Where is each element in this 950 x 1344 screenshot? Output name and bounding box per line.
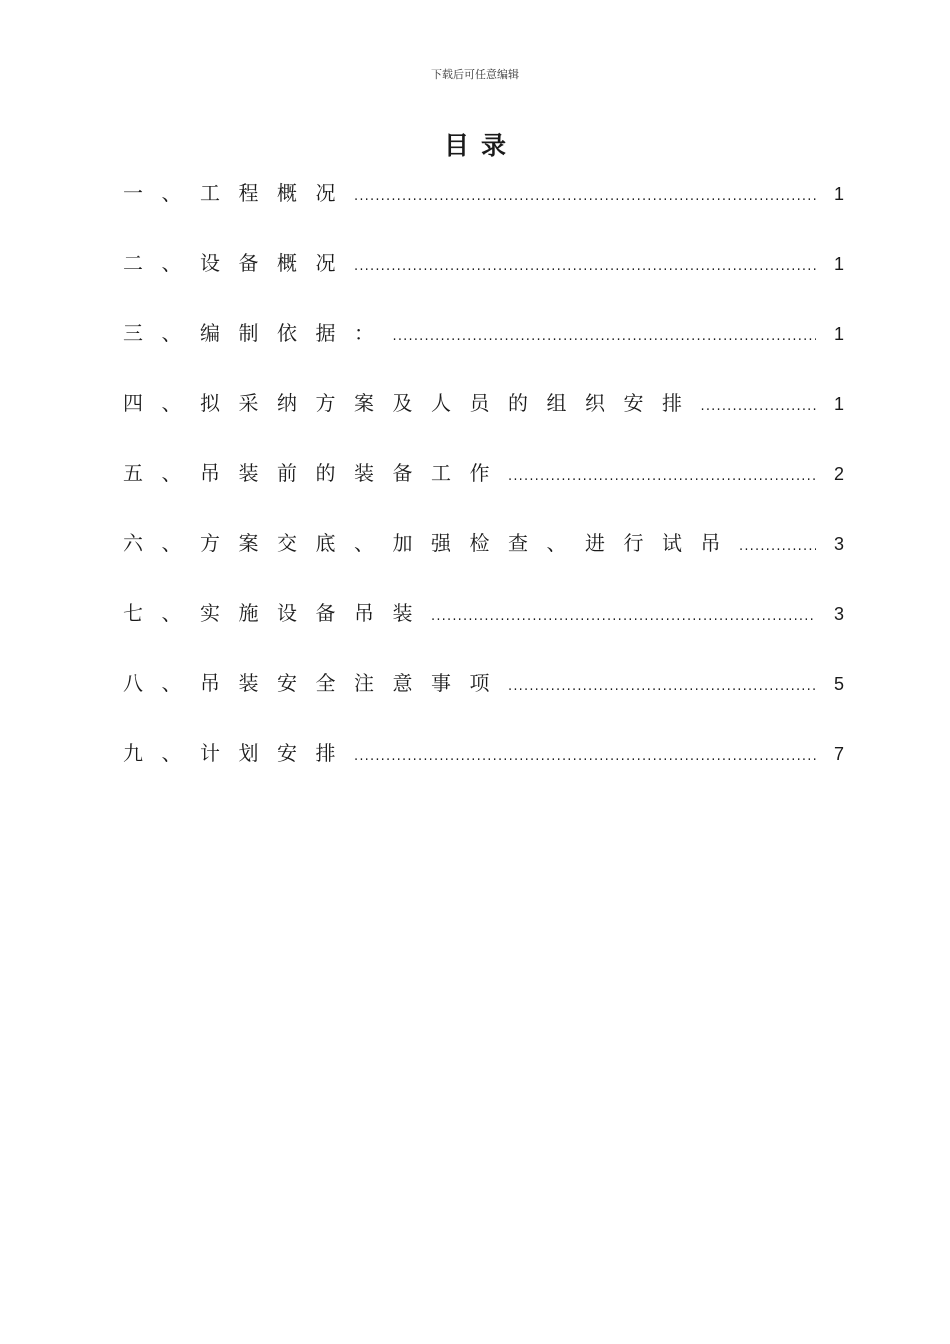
toc-page-number: 7 <box>833 744 844 764</box>
toc-entry-text: 一、工程概况 <box>123 181 354 205</box>
toc-entry-text: 八、吊装安全注意事项 <box>123 671 508 695</box>
toc-entry[interactable] <box>123 736 844 806</box>
toc-row <box>123 386 844 420</box>
toc-entry[interactable] <box>123 526 844 596</box>
toc-dot-leader <box>354 740 816 774</box>
toc-title: 目录 <box>443 131 518 160</box>
toc-row <box>123 596 844 630</box>
toc-page-number: 1 <box>833 184 844 204</box>
toc-row <box>123 666 844 700</box>
toc-page-number: 1 <box>833 394 844 414</box>
toc-entry-text: 二、设备概况 <box>123 251 354 275</box>
toc-row <box>123 246 844 280</box>
toc-page-number: 1 <box>833 254 844 274</box>
toc-entry-text: 九、计划安排 <box>123 741 354 765</box>
toc-row <box>123 526 844 560</box>
toc-row <box>123 176 844 210</box>
toc-dot-leader <box>508 460 816 494</box>
toc-page-number: 1 <box>833 324 844 344</box>
toc-row <box>123 316 844 350</box>
toc-list <box>123 176 844 806</box>
toc-page-number: 3 <box>833 604 844 624</box>
toc-entry[interactable] <box>123 316 844 386</box>
toc-dot-leader <box>393 320 817 354</box>
toc-dot-leader <box>354 250 816 284</box>
toc-entry[interactable] <box>123 596 844 666</box>
toc-entry[interactable] <box>123 456 844 526</box>
toc-page-number: 5 <box>833 674 844 694</box>
toc-dot-leader <box>431 600 816 634</box>
toc-row <box>123 456 844 490</box>
toc-entry[interactable] <box>123 666 844 736</box>
toc-row <box>123 736 844 770</box>
toc-entry-text: 四、拟采纳方案及人员的组织安排 <box>123 391 701 415</box>
toc-entry[interactable] <box>123 246 844 316</box>
toc-dot-leader <box>701 390 817 424</box>
toc-page-number: 3 <box>833 534 844 554</box>
toc-dot-leader <box>739 530 816 564</box>
toc-dot-leader <box>354 180 816 214</box>
toc-page-number: 2 <box>833 464 844 484</box>
toc-entry-text: 六、方案交底、加强检查、进行试吊 <box>123 531 739 555</box>
toc-entry[interactable] <box>123 176 844 246</box>
toc-entry-text: 七、实施设备吊装 <box>123 601 431 625</box>
toc-dot-leader <box>508 670 816 704</box>
toc-entry[interactable] <box>123 386 844 456</box>
toc-entry-text: 五、吊装前的装备工作 <box>123 461 508 485</box>
header-note: 下载后可任意编辑 <box>431 68 519 81</box>
toc-entry-text: 三、编制依据： <box>123 321 393 345</box>
